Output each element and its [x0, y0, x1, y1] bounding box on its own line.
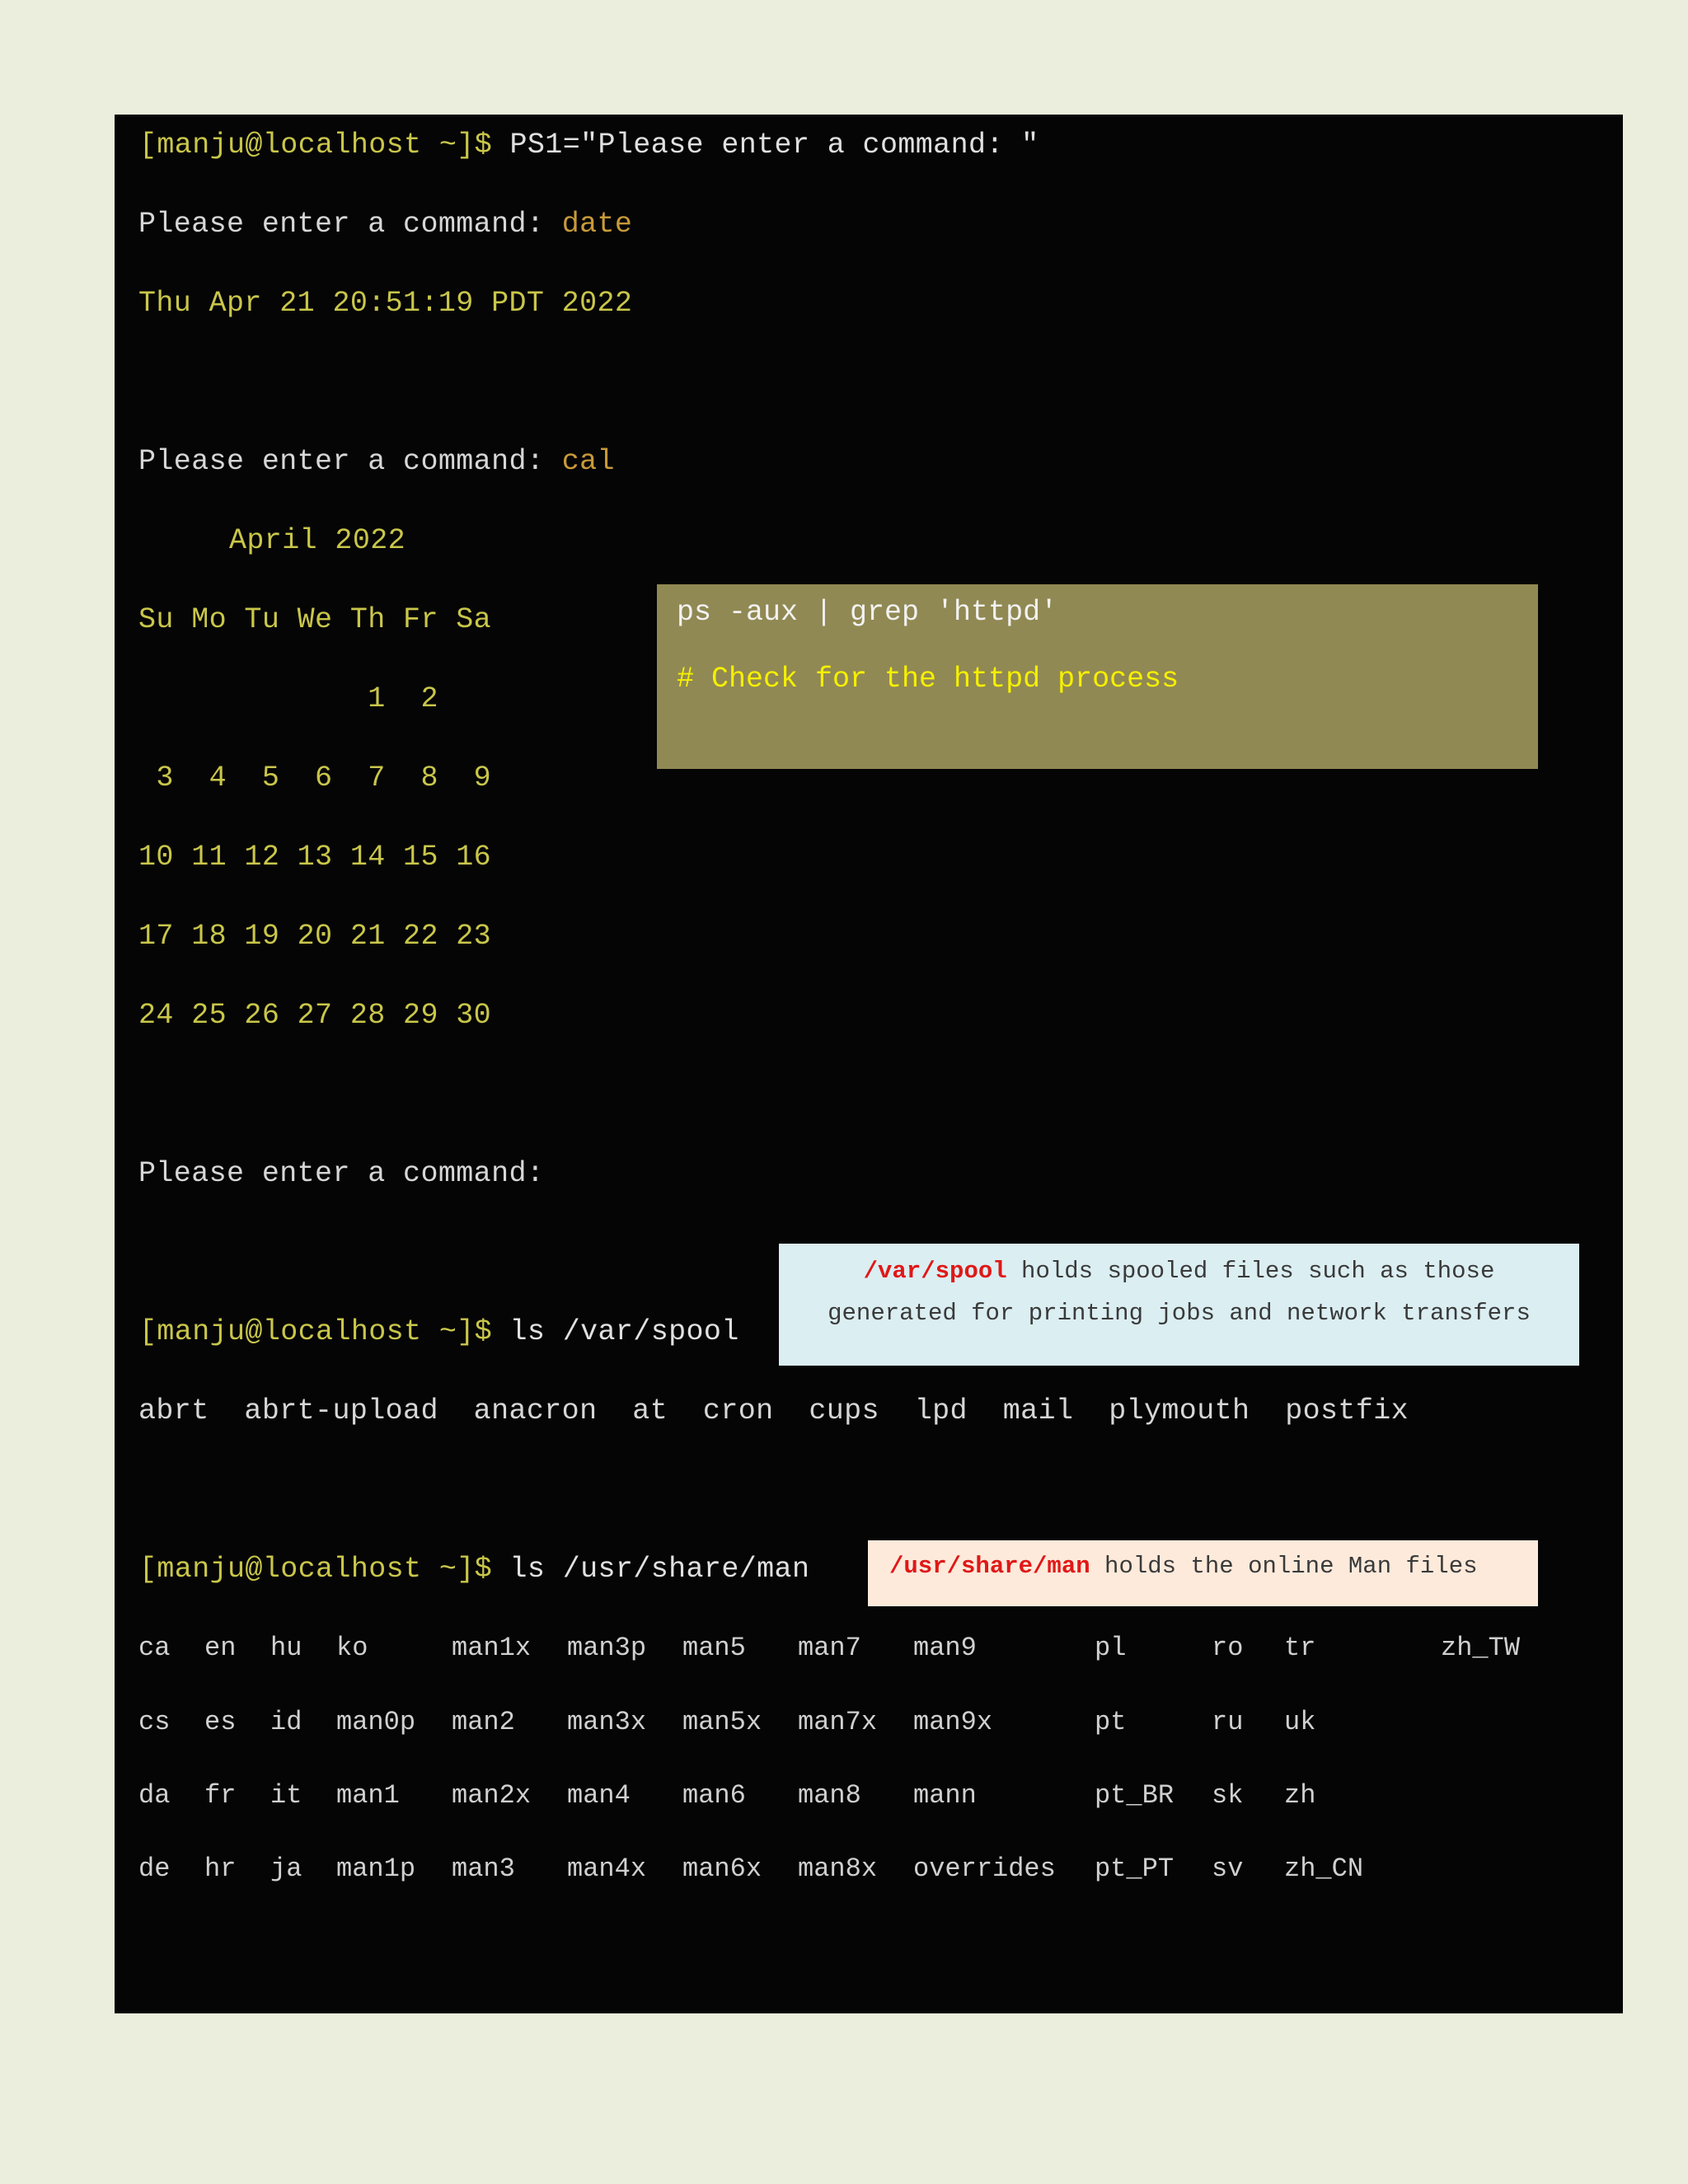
date-command-line — [138, 208, 632, 241]
shell-prompt: [manju@localhost ~]$ — [139, 129, 493, 162]
man-listing-entry: ru — [1212, 1707, 1244, 1737]
terminal-window[interactable] — [115, 115, 1623, 2013]
man-listing-entry: man6x — [682, 1854, 762, 1884]
man-listing-entry: tr — [1284, 1633, 1316, 1663]
man-listing-entry: de — [138, 1854, 171, 1884]
cal-command: cal — [561, 445, 615, 478]
man-listing-entry: man7x — [798, 1707, 878, 1737]
man-listing-entry: hr — [204, 1854, 237, 1884]
spool-callout — [779, 1244, 1579, 1366]
spool-output: abrt abrt-upload anacron at cron cups lpd mail plymouth postfix — [138, 1394, 1409, 1427]
spool-callout-text: holds spooled files such as those — [1006, 1258, 1495, 1285]
man-listing-entry: man0p — [336, 1707, 416, 1737]
man-listing-entry: en — [204, 1633, 237, 1663]
man-listing-entry: pt_BR — [1095, 1780, 1175, 1811]
empty-prompt-line: Please enter a command: — [138, 1157, 545, 1190]
man-listing-entry: man9 — [913, 1633, 977, 1663]
httpd-callout-comment: # Check for the httpd process — [677, 663, 1179, 696]
man-listing-entry: man1p — [336, 1854, 416, 1884]
calendar-week: 3 4 5 6 7 8 9 — [138, 762, 492, 794]
man-listing-entry: man8 — [798, 1780, 861, 1811]
man-listing-entry: man4x — [567, 1854, 647, 1884]
man-listing-entry: ro — [1212, 1633, 1244, 1663]
man-command-line — [139, 1553, 809, 1586]
man-listing-entry: cs — [138, 1707, 171, 1737]
man-listing-entry: it — [270, 1780, 302, 1811]
man-listing-entry: man6 — [682, 1780, 746, 1811]
man-listing-entry: man1 — [336, 1780, 400, 1811]
calendar-weekdays: Su Mo Tu We Th Fr Sa — [138, 603, 492, 636]
man-listing-entry: man5x — [682, 1707, 762, 1737]
spool-callout-highlight: /var/spool — [863, 1258, 1007, 1285]
man-listing-entry: pt — [1095, 1707, 1127, 1737]
man-listing-entry: man2x — [452, 1780, 532, 1811]
man-listing-entry: es — [204, 1707, 237, 1737]
man-listing-entry: man4 — [567, 1780, 631, 1811]
man-listing-entry: man3x — [567, 1707, 647, 1737]
man-listing-entry: ca — [138, 1633, 171, 1663]
ps1-command: PS1="Please enter a command: " — [509, 129, 1039, 162]
man-listing-entry: man2 — [452, 1707, 515, 1737]
man-callout-highlight: /usr/share/man — [889, 1553, 1090, 1580]
man-listing-entry: sk — [1212, 1780, 1244, 1811]
httpd-callout-command: ps -aux | grep 'httpd' — [677, 596, 1058, 629]
man-listing-entry: pt_PT — [1095, 1854, 1175, 1884]
spool-callout-line-2: generated for printing jobs and network transfers — [828, 1300, 1531, 1327]
custom-prompt: Please enter a command: — [138, 208, 545, 241]
man-listing-entry: zh — [1284, 1780, 1316, 1811]
man-callout — [868, 1540, 1538, 1606]
man-listing-entry: pl — [1095, 1633, 1127, 1663]
man-listing-entry: man9x — [913, 1707, 993, 1737]
man-listing-entry: man3 — [452, 1854, 515, 1884]
man-callout-text: holds the online Man files — [1090, 1553, 1478, 1580]
man-listing-entry: uk — [1284, 1707, 1316, 1737]
ps1-line — [139, 129, 1039, 162]
man-listing-entry: sv — [1212, 1854, 1244, 1884]
man-listing-entry: id — [270, 1707, 302, 1737]
man-listing-entry: ko — [336, 1633, 368, 1663]
spool-command-line — [139, 1315, 739, 1348]
date-output: Thu Apr 21 20:51:19 PDT 2022 — [138, 287, 633, 320]
shell-prompt: [manju@localhost ~]$ — [139, 1553, 493, 1586]
spool-command: ls /var/spool — [509, 1315, 739, 1348]
man-command: ls /usr/share/man — [509, 1553, 810, 1586]
man-listing-entry: man1x — [452, 1633, 532, 1663]
man-listing-entry: zh_TW — [1441, 1633, 1521, 1663]
shell-prompt: [manju@localhost ~]$ — [139, 1315, 493, 1348]
date-command: date — [561, 208, 633, 241]
man-listing-entry: ja — [270, 1854, 302, 1884]
calendar-week: 24 25 26 27 28 29 30 — [138, 999, 492, 1032]
man-listing-entry: fr — [204, 1780, 237, 1811]
man-listing-entry: mann — [913, 1780, 977, 1811]
man-listing-entry: man3p — [567, 1633, 647, 1663]
man-listing-entry: hu — [270, 1633, 302, 1663]
spool-callout-line-1 — [779, 1250, 1579, 1292]
man-listing-entry: man8x — [798, 1854, 878, 1884]
man-listing-entry: zh_CN — [1284, 1854, 1364, 1884]
cal-command-line — [138, 445, 615, 478]
custom-prompt: Please enter a command: — [138, 445, 545, 478]
calendar-week: 17 18 19 20 21 22 23 — [138, 920, 492, 953]
man-listing-entry: man5 — [682, 1633, 746, 1663]
man-listing-entry: da — [138, 1780, 171, 1811]
calendar-week: 10 11 12 13 14 15 16 — [138, 841, 492, 874]
calendar-title: April 2022 — [229, 524, 406, 557]
man-listing-entry: overrides — [913, 1854, 1056, 1884]
calendar-week: 1 2 — [138, 682, 438, 715]
httpd-callout — [657, 584, 1538, 769]
man-listing-entry: man7 — [798, 1633, 861, 1663]
